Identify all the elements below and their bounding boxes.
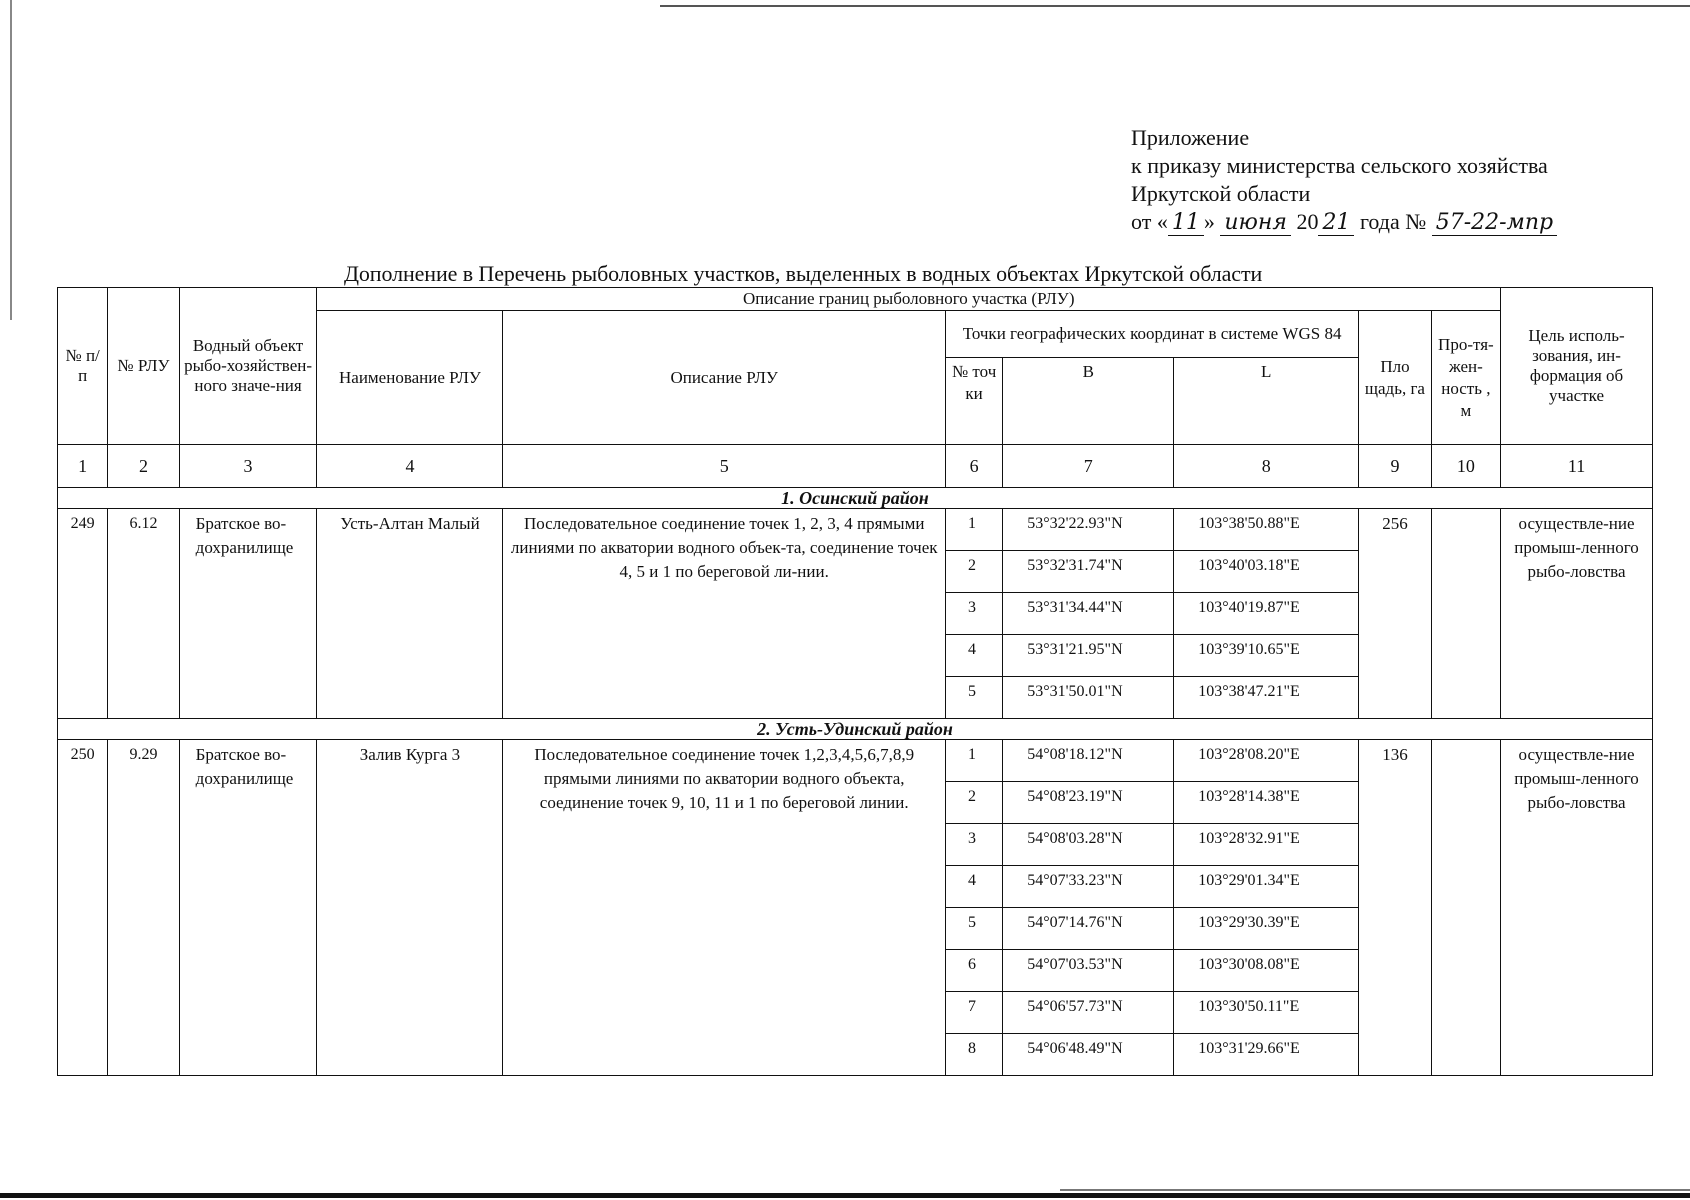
header-water-object: Водный объект рыбо-хозяйствен-ного значе-ния — [179, 288, 317, 445]
header-length: Про-тя-жен-ность , м — [1431, 311, 1500, 445]
col-number: 4 — [317, 445, 503, 488]
point-b: 53°31'21.95"N — [1003, 635, 1174, 677]
point-l: 103°38'47.21"E — [1174, 677, 1359, 719]
col-number: 2 — [108, 445, 179, 488]
scan-edge-top — [660, 5, 1690, 7]
col-number: 11 — [1501, 445, 1653, 488]
point-number: 1 — [945, 509, 1002, 551]
row-rlu: 6.12 — [108, 509, 179, 719]
point-b: 53°32'31.74"N — [1003, 551, 1174, 593]
col-number: 7 — [1003, 445, 1174, 488]
col-number: 8 — [1174, 445, 1359, 488]
point-number: 5 — [945, 677, 1002, 719]
scan-edge-bottom-thin — [1060, 1189, 1690, 1191]
point-l: 103°28'32.91"E — [1174, 824, 1359, 866]
row-length — [1431, 509, 1500, 719]
point-l: 103°39'10.65"E — [1174, 635, 1359, 677]
point-b: 54°08'23.19"N — [1003, 782, 1174, 824]
point-b: 54°08'03.28"N — [1003, 824, 1174, 866]
row-no: 249 — [58, 509, 108, 719]
point-b: 54°07'33.23"N — [1003, 866, 1174, 908]
scan-edge-left — [10, 0, 12, 320]
col-number: 5 — [503, 445, 945, 488]
col-number: 6 — [945, 445, 1002, 488]
section-title: 2. Усть-Удинский район — [58, 719, 1653, 740]
table-row — [58, 740, 1653, 782]
row-purpose: осуществле-ние промыш-ленного рыбо-ловства — [1501, 509, 1653, 719]
row-rlu-name: Залив Курга 3 — [317, 740, 503, 1076]
row-rlu-desc: Последовательное соединение точек 1, 2, 3, 4 прямыми линиями по акватории водного объек-та, соединение точек 4, 5 и 1 по береговой ли-нии. — [503, 509, 945, 719]
point-l: 103°40'19.87"E — [1174, 593, 1359, 635]
appendix-block — [1131, 124, 1671, 237]
date-prefix: от « — [1131, 209, 1168, 234]
point-l: 103°31'29.66"E — [1174, 1034, 1359, 1076]
point-b: 54°08'18.12"N — [1003, 740, 1174, 782]
point-b: 54°07'03.53"N — [1003, 950, 1174, 992]
point-l: 103°29'30.39"E — [1174, 908, 1359, 950]
point-l: 103°29'01.34"E — [1174, 866, 1359, 908]
column-numbers-row — [58, 445, 1653, 488]
date-quote-close: » — [1203, 209, 1215, 234]
appendix-line-1: Приложение — [1131, 125, 1250, 150]
point-number: 8 — [945, 1034, 1002, 1076]
point-number: 5 — [945, 908, 1002, 950]
header-boundaries: Описание границ рыболовного участка (РЛУ) — [317, 288, 1501, 311]
col-number: 9 — [1359, 445, 1431, 488]
handwritten-day: 11 — [1168, 210, 1204, 236]
point-b: 53°31'50.01"N — [1003, 677, 1174, 719]
appendix-date-line — [1131, 208, 1671, 237]
order-number-label: года № — [1359, 209, 1427, 234]
row-length — [1431, 740, 1500, 1076]
year-prefix: 20 — [1296, 209, 1319, 234]
point-b: 54°06'48.49"N — [1003, 1034, 1174, 1076]
point-l: 103°30'08.08"E — [1174, 950, 1359, 992]
row-purpose: осуществле-ние промыш-ленного рыбо-ловства — [1501, 740, 1653, 1076]
section-title: 1. Осинский район — [58, 488, 1653, 509]
row-no: 250 — [58, 740, 108, 1076]
row-water-object: Братское во-дохранилище — [179, 740, 317, 1076]
point-l: 103°40'03.18"E — [1174, 551, 1359, 593]
point-number: 4 — [945, 635, 1002, 677]
table-row — [58, 509, 1653, 551]
header-b: B — [1003, 358, 1174, 445]
point-number: 7 — [945, 992, 1002, 1034]
point-l: 103°38'50.88"E — [1174, 509, 1359, 551]
point-number: 3 — [945, 824, 1002, 866]
header-l: L — [1174, 358, 1359, 445]
point-l: 103°30'50.11"E — [1174, 992, 1359, 1034]
appendix-line-2: к приказу министерства сельского хозяйства — [1131, 153, 1548, 178]
row-rlu-desc: Последовательное соединение точек 1,2,3,4,5,6,7,8,9 прямыми линиями по акватории водного объекта, соединение точек 9, 10, 11 и 1 по береговой линии. — [503, 740, 945, 1076]
header-coords: Точки географических координат в системе WGS 84 — [945, 311, 1358, 358]
header-rlu-name: Наименование РЛУ — [317, 311, 503, 445]
handwritten-year: 21 — [1318, 210, 1354, 236]
row-rlu: 9.29 — [108, 740, 179, 1076]
point-number: 1 — [945, 740, 1002, 782]
header-no-pp: № п/п — [58, 288, 108, 445]
header-rlu-desc: Описание РЛУ — [503, 311, 945, 445]
point-number: 3 — [945, 593, 1002, 635]
header-area: Пло щадь, га — [1359, 311, 1431, 445]
point-b: 53°32'22.93"N — [1003, 509, 1174, 551]
header-purpose: Цель исполь-зования, ин-формация об участке — [1501, 288, 1653, 445]
header-no-rlu: № РЛУ — [108, 288, 179, 445]
appendix-line-3: Иркутской области — [1131, 181, 1311, 206]
row-water-object: Братское во-дохранилище — [179, 509, 317, 719]
header-point-no: № точ ки — [945, 358, 1002, 445]
col-number: 10 — [1431, 445, 1500, 488]
handwritten-order-number: 57-22-мпр — [1432, 210, 1557, 236]
col-number: 3 — [179, 445, 317, 488]
point-number: 4 — [945, 866, 1002, 908]
point-b: 53°31'34.44"N — [1003, 593, 1174, 635]
row-area: 136 — [1359, 740, 1431, 1076]
scan-edge-bottom — [0, 1193, 1690, 1198]
point-b: 54°07'14.76"N — [1003, 908, 1174, 950]
document-title: Дополнение в Перечень рыболовных участков, выделенных в водных объектах Иркутской области — [344, 261, 1263, 286]
fishing-areas-table — [57, 287, 1653, 1076]
point-number: 6 — [945, 950, 1002, 992]
point-b: 54°06'57.73"N — [1003, 992, 1174, 1034]
point-number: 2 — [945, 551, 1002, 593]
point-l: 103°28'08.20"E — [1174, 740, 1359, 782]
point-l: 103°28'14.38"E — [1174, 782, 1359, 824]
point-number: 2 — [945, 782, 1002, 824]
handwritten-month: июня — [1220, 210, 1291, 236]
col-number: 1 — [58, 445, 108, 488]
row-area: 256 — [1359, 509, 1431, 719]
row-rlu-name: Усть-Алтан Малый — [317, 509, 503, 719]
